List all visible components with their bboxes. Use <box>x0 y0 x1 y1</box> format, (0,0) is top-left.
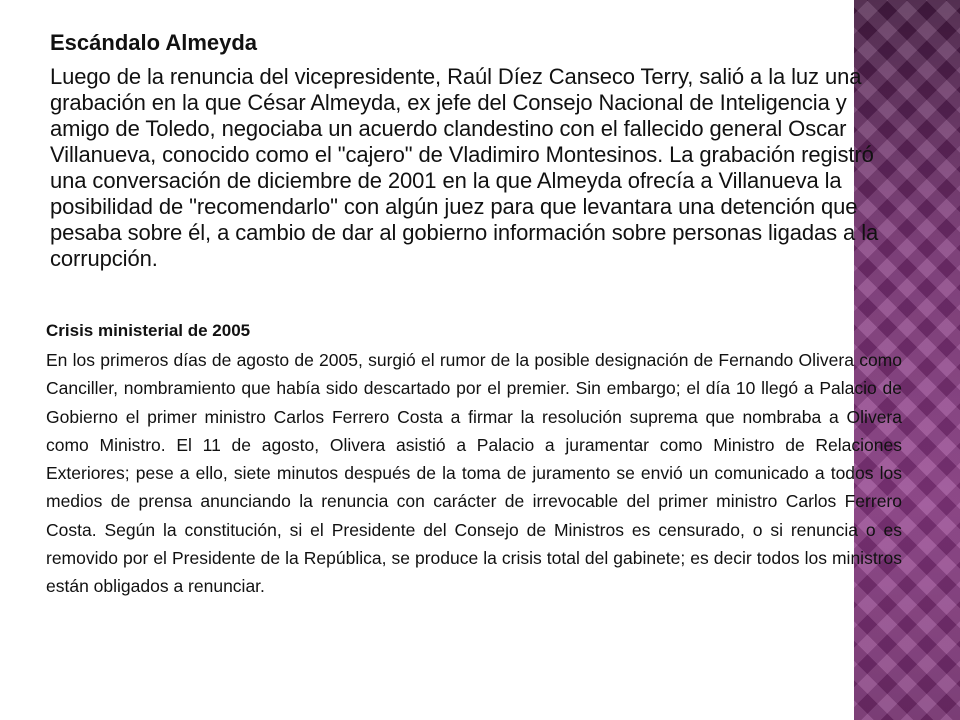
section-crisis-ministerial <box>46 318 902 601</box>
section-title: Escándalo Almeyda <box>50 30 258 55</box>
section-body: En los primeros días de agosto de 2005, surgió el rumor de la posible designación de Fernando Olivera como Canciller, nombramiento que había sido descartado por el premier. Sin embargo; el día 10 llegó a Palacio de Gobierno el primer ministro Carlos Ferrero Costa a firmar la resolución suprema que nombraba a Olivera como Ministro. El 11 de agosto, Olivera asistió a Palacio a juramentar como Ministro de Relaciones Exteriores; pese a ello, siete minutos después de la toma de juramento se envió un comunicado a todos los medios de prensa anunciando la renuncia con carácter de irrevocable del primer ministro Carlos Ferrero Costa. Según la constitución, si el Presidente del Consejo de Ministros es censurado, o si renuncia o es removido por el Presidente de la República, se produce la crisis total del gabinete; es decir todos los ministros están obligados a renunciar. <box>46 350 902 597</box>
section-escandalo-almeyda <box>50 28 910 272</box>
section-body: Luego de la renuncia del vicepresidente, Raúl Díez Canseco Terry, salió a la luz una grabación en la que César Almeyda, ex jefe del Consejo Nacional de Inteligencia y amigo de Toledo, negociaba un acuerdo clandestino con el fallecido general Oscar Villanueva, conocido como el "cajero" de Vladimiro Montesinos. La grabación registró una conversación de diciembre de 2001 en la que Almeyda ofrecía a Villanueva la posibilidad de "recomendarlo" con algún juez para que levantara una detención que pesaba sobre él, a cambio de dar al gobierno información sobre personas ligadas a la corrupción. <box>50 64 879 271</box>
section-title: Crisis ministerial de 2005 <box>46 321 251 340</box>
